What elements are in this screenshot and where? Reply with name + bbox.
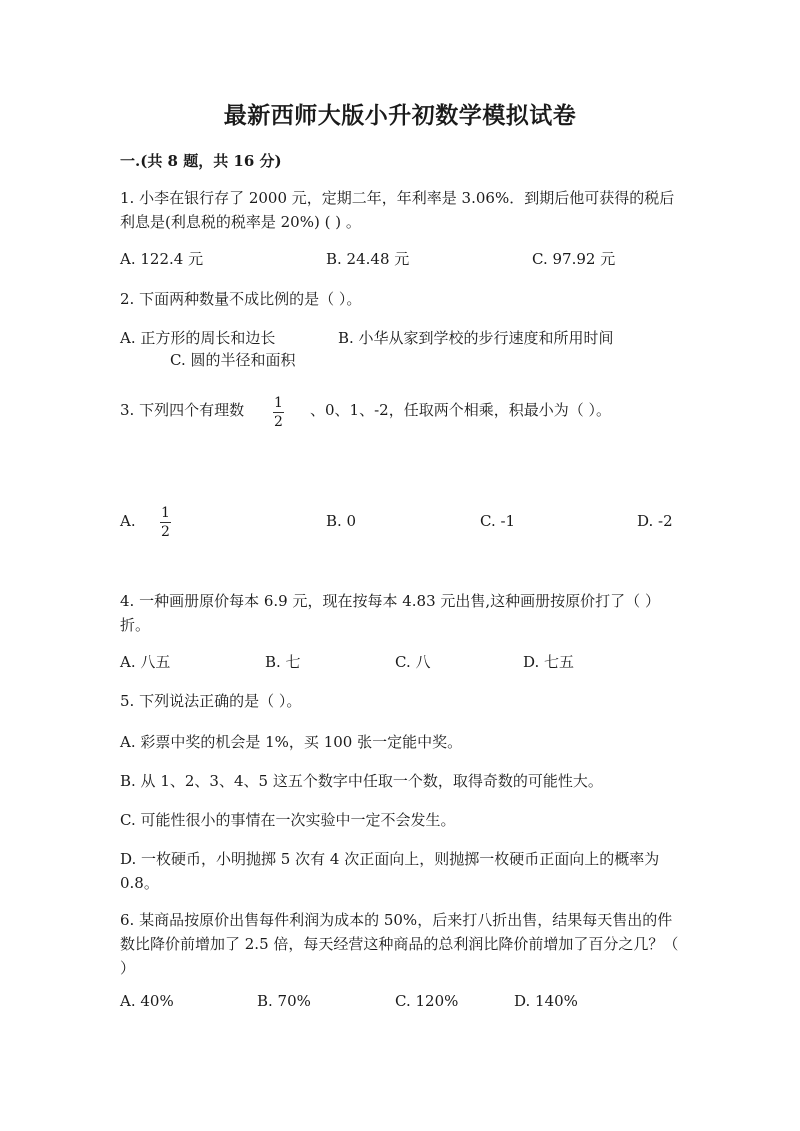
- question-3-option-b: B. 0: [326, 512, 357, 530]
- fraction-numerator: 1: [274, 395, 283, 411]
- fraction-denominator: 2: [274, 414, 283, 430]
- question-2-text: 2. 下面两种数量不成比例的是（ ）。: [120, 290, 362, 308]
- question-5-option-a: A. 彩票中奖的机会是 1%，买 100 张一定能中奖。: [120, 733, 463, 751]
- question-4-text: 4. 一种画册原价每本 6.9 元，现在按每本 4.83 元出售,这种画册按原价打了（ ）折。: [120, 592, 660, 634]
- question-2-option-b: B. 小华从家到学校的步行速度和所用时间: [338, 329, 614, 347]
- question-3-fraction: [273, 395, 284, 430]
- question-3-option-d: D. -2: [637, 512, 673, 530]
- question-1-option-a: A. 122.4 元: [120, 250, 204, 268]
- question-3-option-a-fraction: [160, 505, 171, 540]
- question-5-option-d: D. 一枚硬币，小明抛掷 5 次有 4 次正面向上，则抛掷一枚硬币正面向上的概率为 0.8。: [120, 850, 660, 892]
- question-2-option-c: C. 圆的半径和面积: [170, 351, 296, 369]
- fraction-bar: [273, 412, 284, 413]
- question-3-option-c: C. -1: [480, 512, 516, 530]
- question-4-option-c: C. 八: [395, 653, 431, 671]
- question-4-option-b: B. 七: [265, 653, 301, 671]
- question-5-option-c: C. 可能性很小的事情在一次实验中一定不会发生。: [120, 811, 456, 829]
- question-3-prefix: 3. 下列四个有理数: [120, 401, 245, 419]
- question-6-option-b: B. 70%: [257, 992, 311, 1010]
- question-2-option-a: A. 正方形的周长和边长: [120, 329, 276, 347]
- fraction-numerator: 1: [161, 505, 170, 521]
- question-6-option-c: C. 120%: [395, 992, 459, 1010]
- question-4-option-a: A. 八五: [120, 653, 171, 671]
- question-1-text: 1. 小李在银行存了 2000 元，定期二年，年利率是 3.06%．到期后他可获得的税后利息是(利息税的税率是 20%) ( ) 。: [120, 189, 675, 231]
- question-3-option-a: A.: [120, 512, 136, 530]
- question-3-suffix: 、0、1、-2，任取两个相乘，积最小为（ ）。: [310, 401, 611, 419]
- question-6-text: 6. 某商品按原价出售每件利润为成本的 50%，后来打八折出售，结果每天售出的件数比降价前增加了 2.5 倍，每天经营这种商品的总利润比降价前增加了百分之几？（ ）: [120, 911, 679, 977]
- question-4-option-d: D. 七五: [523, 653, 575, 671]
- question-1-option-c: C. 97.92 元: [532, 250, 616, 268]
- section-heading: 一.(共 8 题，共 16 分): [120, 152, 282, 170]
- fraction-bar: [160, 522, 171, 523]
- fraction-denominator: 2: [161, 524, 170, 540]
- question-6-option-a: A. 40%: [120, 992, 174, 1010]
- question-5-option-b: B. 从 1、2、3、4、5 这五个数字中任取一个数，取得奇数的可能性大。: [120, 772, 603, 790]
- question-1-option-b: B. 24.48 元: [326, 250, 410, 268]
- question-5-text: 5. 下列说法正确的是（ ）。: [120, 692, 302, 710]
- question-6-option-d: D. 140%: [514, 992, 578, 1010]
- page-title: 最新西师大版小升初数学模拟试卷: [223, 102, 577, 129]
